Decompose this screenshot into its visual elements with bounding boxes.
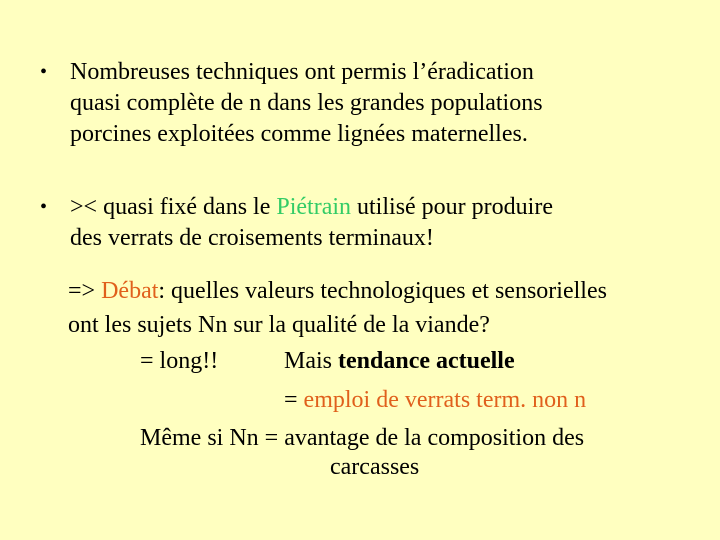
debate-label: Débat [101,278,159,304]
bullet-2-line-1 [70,192,553,223]
bullet-2 [40,192,553,254]
bullet-2-suffix: utilisé pour produire [351,194,553,220]
emploi-text: emploi de verrats term. non n [303,387,587,413]
emploi-line [284,385,586,416]
equals-sign: = [284,387,304,413]
tendance-actuelle: tendance actuelle [338,348,515,374]
tendance-line [284,346,515,377]
bullet-dot-icon: • [40,61,48,83]
debate-line-2: ont les sujets Nn sur la qualité de la viande? [68,312,490,338]
debate-question-1: : quelles valeurs technologiques et sensorielles [158,278,607,304]
bullet-2-prefix: >< quasi fixé dans le [70,194,277,220]
bullet-1 [40,57,543,150]
meme-line: Même si Nn = avantage de la composition des [140,425,585,451]
mais-text: Mais [284,348,338,374]
debate-arrow: => [68,278,102,304]
bullet-2-line-2: des verrats de croisements terminaux! [70,225,434,251]
carcasses-line: carcasses [330,454,420,480]
bullet-1-line-3: porcines exploitées comme lignées maternelles. [70,121,528,147]
bullet-dot-icon: • [40,196,48,218]
bullet-1-text [70,57,543,150]
bullet-2-text [70,192,553,254]
bullet-1-line-1: Nombreuses techniques ont permis l’éradication [70,59,534,85]
pietrain-highlight: Piétrain [276,194,352,220]
long-text: = long!! [140,348,219,374]
debate-line-1 [68,276,607,307]
bullet-1-line-2: quasi complète de n dans les grandes populations [70,90,543,116]
